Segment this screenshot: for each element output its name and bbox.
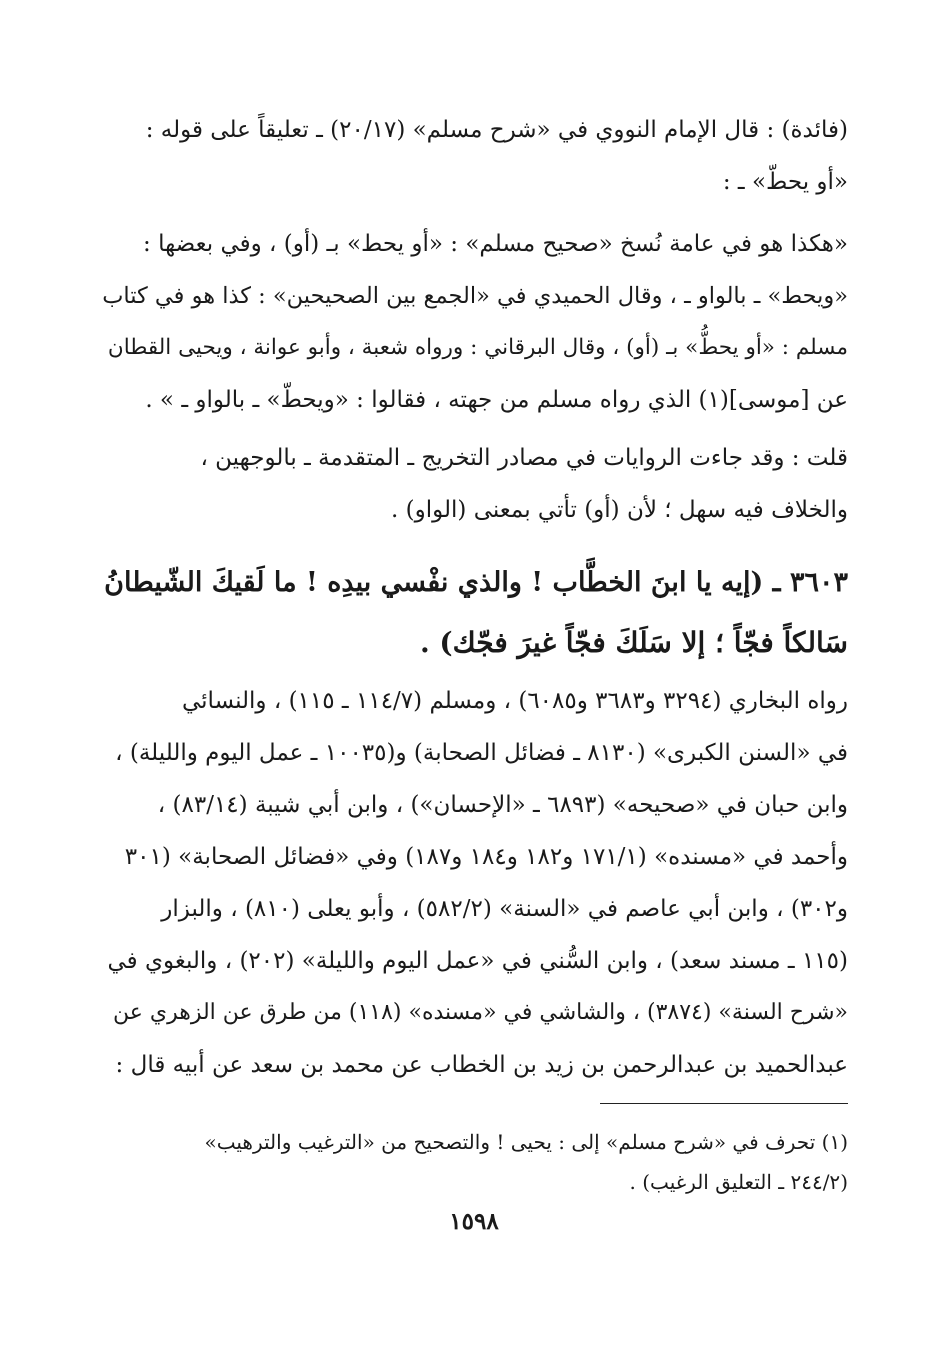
- text-line: و٣٠٢) ، وابن أبي عاصم في «السنة» (٥٨٢/٢) ، وأبو يعلى (٨١٠) ، والبزار: [161, 896, 848, 922]
- text-line: عبدالحميد بن عبدالرحمن بن زيد بن الخطاب عن محمد بن سعد عن أبيه قال :: [115, 1052, 848, 1078]
- text-line: رواه البخاري (٣٢٩٤ و٣٦٨٣ و٦٠٨٥) ، ومسلم (١١٤/٧ ـ ١١٥) ، والنسائي: [181, 688, 848, 714]
- footnote: [100, 1122, 848, 1202]
- footnote-line: (١) تحرف في «شرح مسلم» إلى : يحيى ! والتصحيح من «الترغيب والترهيب»: [204, 1130, 848, 1154]
- text-line: «هكذا هو في عامة نُسخ «صحيح مسلم» : «أو يحط» بـ (أو) ، وفي بعضها :: [143, 231, 848, 257]
- text-line: «أو يحطّ» ـ :: [722, 169, 848, 195]
- text-line: وأحمد في «مسنده» (١٧١/١ و١٨٢ و١٨٤ و١٨٧) وفي «فضائل الصحابة» (٣٠١: [124, 844, 848, 870]
- text-line: (فائدة) : قال الإمام النووي في «شرح مسلم» (٢٠/١٧) ـ تعليقاً على قوله :: [145, 117, 848, 143]
- text-line: «شرح السنة» (٣٨٧٤) ، والشاشي في «مسنده» (١١٨) من طرق عن الزهري عن: [113, 1000, 848, 1025]
- nawawi-quote-paragraph: [100, 218, 848, 426]
- hadith-line: سَالكاً فجّاً ؛ إلا سَلَكَ فجّاً غيرَ فجّك) .: [419, 626, 848, 659]
- faida-paragraph: [100, 104, 848, 208]
- text-line: وابن حبان في «صحيحه» (٦٨٩٣ ـ «الإحسان») ، وابن أبي شيبة (٨٣/١٤) ،: [157, 792, 848, 818]
- text-line: «ويحط» ـ بالواو ـ ، وقال الحميدي في «الجمع بين الصحيحين» : كذا هو في كتاب: [102, 283, 848, 309]
- hadith-text: [100, 553, 848, 673]
- text-line: في «السنن الكبرى» (٨١٣٠ ـ فضائل الصحابة) و(١٠٠٣٥ ـ عمل اليوم والليلة) ،: [115, 740, 848, 766]
- text-line: عن [موسى](١) الذي رواه مسلم من جهته ، فقالوا : «ويحطّ» ـ بالواو ـ » .: [145, 387, 848, 413]
- page-number: ١٥٩٨: [449, 1208, 499, 1235]
- text-line: مسلم : «أو يحطُّ» بـ (أو) ، وقال البرقاني : ورواه شعبة ، وأبو عوانة ، ويحيى القطان: [107, 335, 848, 360]
- footnote-divider: [600, 1103, 848, 1104]
- text-line: (١١٥ ـ مسند سعد) ، وابن السُّني في «عمل اليوم والليلة» (٢٠٢) ، والبغوي في: [107, 948, 848, 974]
- footnote-line: (٢٤٤/٢ ـ التعليق الرغيب) .: [629, 1170, 848, 1194]
- text-line: والخلاف فيه سهل ؛ لأن (أو) تأتي بمعنى (الواو) .: [391, 497, 848, 523]
- author-note-paragraph: [100, 432, 848, 536]
- takhrij-paragraph: [100, 675, 848, 1091]
- text-line: قلت : وقد جاءت الروايات في مصادر التخريج ـ المتقدمة ـ بالوجهين ،: [200, 445, 848, 471]
- hadith-line: ٣٦٠٣ ـ (إيه يا ابنَ الخطَّاب ! والذي نفْسي بيدِه ! ما لَقيكَ الشّيطانُ: [104, 567, 848, 598]
